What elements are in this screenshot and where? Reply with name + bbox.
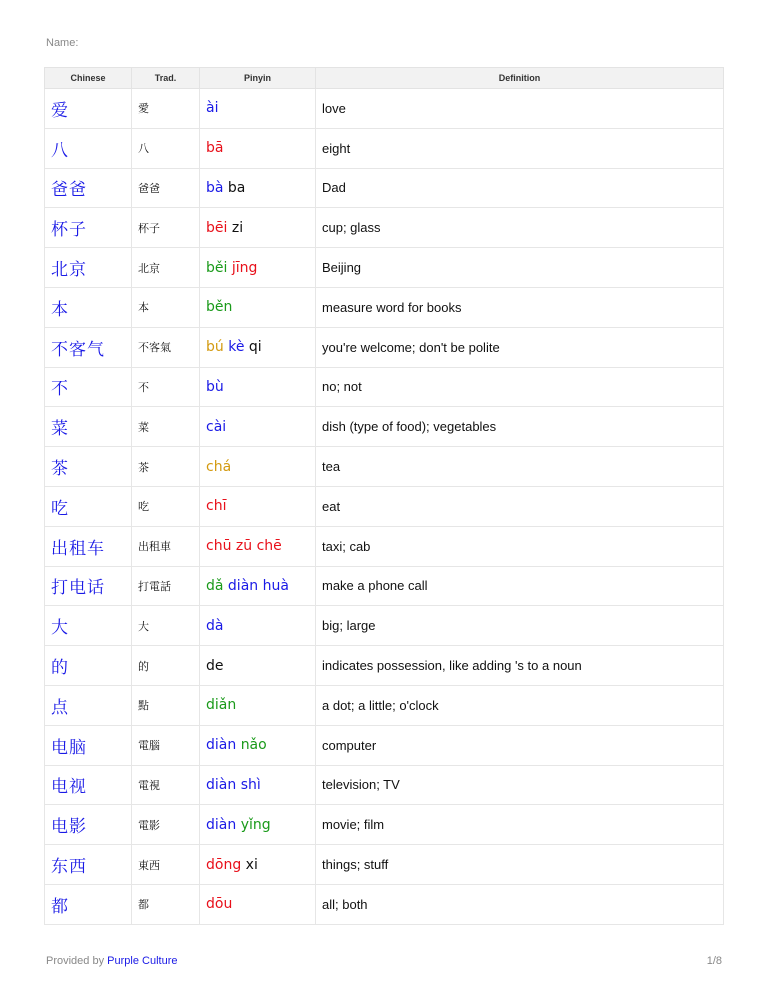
definition-cell: movie; film [316,805,724,845]
table-row [45,725,724,765]
column-header-pinyin: Pinyin [200,68,316,89]
traditional-chinese-cell: 打電話 [132,566,200,606]
pinyin-cell [200,367,316,407]
table-row [45,646,724,686]
table-row [45,89,724,129]
pinyin-cell [200,248,316,288]
pinyin-cell [200,765,316,805]
pinyin-cell [200,566,316,606]
traditional-chinese-cell: 電腦 [132,725,200,765]
pinyin-syllable: dà [206,617,224,634]
table-row [45,526,724,566]
table-row [45,765,724,805]
pinyin-cell [200,89,316,129]
simplified-chinese-cell: 本 [45,287,132,327]
traditional-chinese-cell: 電視 [132,765,200,805]
traditional-chinese-cell: 爸爸 [132,168,200,208]
traditional-chinese-cell: 愛 [132,89,200,129]
simplified-chinese-cell: 都 [45,884,132,924]
table-row [45,407,724,447]
pinyin-syllable: dōng [206,856,242,873]
traditional-chinese-cell: 茶 [132,447,200,487]
traditional-chinese-cell: 出租車 [132,526,200,566]
table-row [45,805,724,845]
simplified-chinese-cell: 不客气 [45,327,132,367]
traditional-chinese-cell: 北京 [132,248,200,288]
simplified-chinese-cell: 东西 [45,845,132,885]
definition-cell: Beijing [316,248,724,288]
pinyin-cell [200,486,316,526]
table-row [45,128,724,168]
pinyin-syllable: dōu [206,896,233,913]
definition-cell: make a phone call [316,566,724,606]
simplified-chinese-cell: 八 [45,128,132,168]
traditional-chinese-cell: 的 [132,646,200,686]
pinyin-syllable: zi [231,219,244,236]
traditional-chinese-cell: 杯子 [132,208,200,248]
pinyin-syllable: jīng [231,259,258,276]
pinyin-syllable: běn [206,299,233,316]
table-row [45,208,724,248]
pinyin-syllable: diàn [206,816,237,833]
traditional-chinese-cell: 東西 [132,845,200,885]
pinyin-cell [200,168,316,208]
traditional-chinese-cell: 都 [132,884,200,924]
definition-cell: Dad [316,168,724,208]
pinyin-cell [200,805,316,845]
pinyin-syllable: bēi [206,219,228,236]
pinyin-cell [200,407,316,447]
pinyin-syllable: diàn [206,776,237,793]
pinyin-syllable: de [206,657,224,674]
simplified-chinese-cell: 电影 [45,805,132,845]
pinyin-syllable: yǐng [240,816,271,833]
simplified-chinese-cell: 的 [45,646,132,686]
traditional-chinese-cell: 菜 [132,407,200,447]
traditional-chinese-cell: 點 [132,685,200,725]
pinyin-syllable: zū [235,538,253,555]
pinyin-syllable: huà [262,577,289,594]
traditional-chinese-cell: 電影 [132,805,200,845]
pinyin-syllable: chī [206,498,227,515]
pinyin-cell [200,128,316,168]
definition-cell: taxi; cab [316,526,724,566]
pinyin-syllable: kè [228,339,245,356]
table-row [45,248,724,288]
simplified-chinese-cell: 杯子 [45,208,132,248]
simplified-chinese-cell: 大 [45,606,132,646]
simplified-chinese-cell: 爱 [45,89,132,129]
column-header-definition: Definition [316,68,724,89]
simplified-chinese-cell: 茶 [45,447,132,487]
pinyin-syllable: diàn [206,737,237,754]
definition-cell: all; both [316,884,724,924]
pinyin-syllable: chē [256,538,282,555]
vocabulary-table [44,67,724,925]
table-row [45,168,724,208]
definition-cell: television; TV [316,765,724,805]
simplified-chinese-cell: 菜 [45,407,132,447]
pinyin-syllable: nǎo [240,737,267,754]
pinyin-syllable: diǎn [206,697,237,714]
pinyin-syllable: bú [206,339,224,356]
definition-cell: tea [316,447,724,487]
definition-cell: a dot; a little; o'clock [316,685,724,725]
pinyin-syllable: bà [206,179,224,196]
simplified-chinese-cell: 不 [45,367,132,407]
definition-cell: eat [316,486,724,526]
definition-cell: love [316,89,724,129]
traditional-chinese-cell: 本 [132,287,200,327]
pinyin-cell [200,447,316,487]
table-row [45,447,724,487]
table-row [45,685,724,725]
pinyin-syllable: chá [206,458,232,475]
column-header-trad: Trad. [132,68,200,89]
pinyin-syllable: bā [206,140,224,157]
column-header-chinese: Chinese [45,68,132,89]
traditional-chinese-cell: 八 [132,128,200,168]
pinyin-cell [200,646,316,686]
pinyin-syllable: cài [206,418,227,435]
table-row [45,606,724,646]
definition-cell: things; stuff [316,845,724,885]
pinyin-cell [200,208,316,248]
pinyin-syllable: qi [248,339,262,356]
definition-cell: no; not [316,367,724,407]
simplified-chinese-cell: 电脑 [45,725,132,765]
simplified-chinese-cell: 点 [45,685,132,725]
pinyin-cell [200,526,316,566]
definition-cell: eight [316,128,724,168]
definition-cell: cup; glass [316,208,724,248]
pinyin-cell [200,606,316,646]
table-row [45,486,724,526]
traditional-chinese-cell: 不客氣 [132,327,200,367]
simplified-chinese-cell: 打电话 [45,566,132,606]
traditional-chinese-cell: 大 [132,606,200,646]
purple-culture-link[interactable]: Purple Culture [107,955,178,967]
definition-cell: measure word for books [316,287,724,327]
table-header-row [45,68,724,89]
definition-cell: dish (type of food); vegetables [316,407,724,447]
pinyin-syllable: dǎ [206,577,224,594]
footer-credit [46,955,177,967]
pinyin-cell [200,327,316,367]
simplified-chinese-cell: 北京 [45,248,132,288]
table-row [45,566,724,606]
pinyin-cell [200,725,316,765]
name-label: Name: [46,37,79,49]
pinyin-cell [200,287,316,327]
pinyin-syllable: bù [206,378,224,395]
pinyin-syllable: diàn [227,577,259,594]
table-row [45,367,724,407]
table-row [45,845,724,885]
table-row [45,287,724,327]
simplified-chinese-cell: 吃 [45,486,132,526]
definition-cell: indicates possession, like adding 's to a noun [316,646,724,686]
pinyin-cell [200,685,316,725]
pinyin-cell [200,884,316,924]
simplified-chinese-cell: 电视 [45,765,132,805]
simplified-chinese-cell: 爸爸 [45,168,132,208]
traditional-chinese-cell: 吃 [132,486,200,526]
pinyin-syllable: chū [206,538,232,555]
pinyin-syllable: xi [245,856,258,873]
pinyin-syllable: ài [206,100,219,117]
table-row [45,327,724,367]
pinyin-syllable: běi [206,259,228,276]
table-row [45,884,724,924]
pinyin-cell [200,845,316,885]
definition-cell: computer [316,725,724,765]
pinyin-syllable: shì [240,776,261,793]
footer-provided-by: Provided by [46,955,105,967]
definition-cell: big; large [316,606,724,646]
definition-cell: you're welcome; don't be polite [316,327,724,367]
simplified-chinese-cell: 出租车 [45,526,132,566]
pinyin-syllable: ba [227,179,246,196]
traditional-chinese-cell: 不 [132,367,200,407]
page-number: 1/8 [706,955,722,967]
